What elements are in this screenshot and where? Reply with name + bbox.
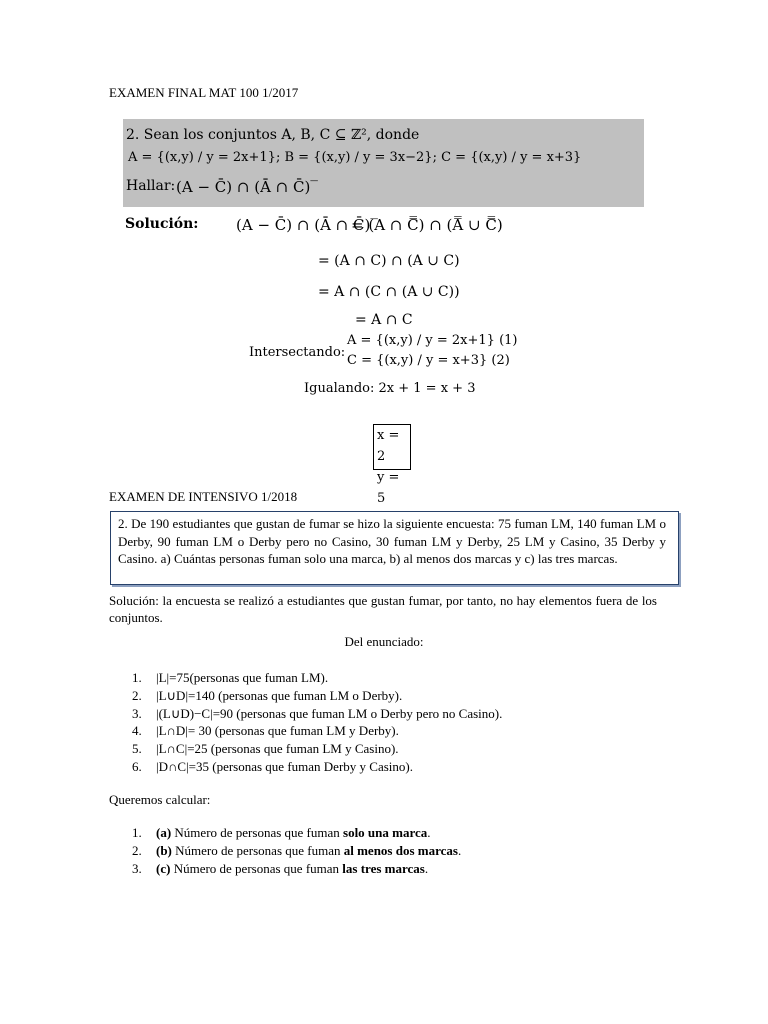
solucion-label: Solución: xyxy=(125,216,199,232)
result-box xyxy=(373,424,411,506)
result-y: y = 5 xyxy=(377,470,400,506)
list-item: 2. (b) Número de personas que fuman al menos dos marcas. xyxy=(132,842,462,858)
result-x: x = 2 xyxy=(377,428,400,464)
step1-rhs: = (A ∩ C̿) ∩ (A̿ ∪ C̿) xyxy=(351,216,503,234)
step1-lhs: (A − C̄) ∩ (Ā ∩ C̄)‾ xyxy=(236,216,378,234)
equation-2: C = {(x,y) / y = x+3} (2) xyxy=(347,353,510,368)
problem-text: 2. De 190 estudiantes que gustan de fumar se hizo la siguiente encuesta: 75 fuman LM, 140 fuman LM o Derby, 90 fuman LM o Derby pero no Casino, 30 fuman LM y Derby, 25 LM y Casino, 35 Derby y Casino. a) Cuántas personas fuman solo una marca, b) al menos dos marcas y c) las tres marcas. xyxy=(118,516,666,566)
equation-1: A = {(x,y) / y = 2x+1} (1) xyxy=(347,333,518,348)
list-item: 1. (a) Número de personas que fuman solo una marca. xyxy=(132,825,431,840)
list-item: 5. |L∩C|=25 (personas que fuman LM y Casino). xyxy=(132,741,399,757)
igualando-line: Igualando: 2x + 1 = x + 3 xyxy=(304,381,476,396)
intersectando-label: Intersectando: xyxy=(249,345,346,360)
list-item: 3. (c) Número de personas que fuman las tres marcas. xyxy=(132,860,429,876)
problem-text-box xyxy=(110,511,679,585)
given-data-list xyxy=(132,669,502,776)
queremos-calcular: Queremos calcular: xyxy=(109,792,211,807)
list-item: 6. |D∩C|=35 (personas que fuman Derby y Casino). xyxy=(132,758,413,774)
exam2-heading: EXAMEN DE INTENSIVO 1/2018 xyxy=(109,489,298,504)
list-item: 1. |L|=75(personas que fuman LM). xyxy=(132,670,329,685)
exam1-heading: EXAMEN FINAL MAT 100 1/2017 xyxy=(109,85,299,100)
list-item: 2. |L∪D|=140 (personas que fuman LM o Derby). xyxy=(132,687,403,703)
list-item: 4. |L∩D|= 30 (personas que fuman LM y Derby). xyxy=(132,723,399,739)
hallar-label: Hallar: xyxy=(126,178,176,194)
step3: = A ∩ (C ∩ (A ∪ C)) xyxy=(318,284,460,300)
step2: = (A ∩ C) ∩ (A ∪ C) xyxy=(318,253,460,269)
problem-statement-line2: A = {(x,y) / y = 2x+1}; B = {(x,y) / y = 3x−2}; C = {(x,y) / y = x+3} xyxy=(128,150,582,165)
hallar-expression: (A − C̄) ∩ (Ā ∩ C̄)‾ xyxy=(176,178,318,196)
del-enunciado: Del enunciado: xyxy=(344,634,424,649)
solution-paragraph: Solución: la encuesta se realizó a estudiantes que gustan fumar, por tanto, no hay elementos fuera de los conjuntos. xyxy=(109,593,657,625)
goals-list xyxy=(132,824,461,877)
problem-statement-line1: 2. Sean los conjuntos A, B, C ⊆ ℤ², donde xyxy=(126,127,420,143)
step4: = A ∩ C xyxy=(355,312,413,328)
list-item: 3. |(L∪D)−C|=90 (personas que fuman LM o Derby pero no Casino). xyxy=(132,705,503,721)
